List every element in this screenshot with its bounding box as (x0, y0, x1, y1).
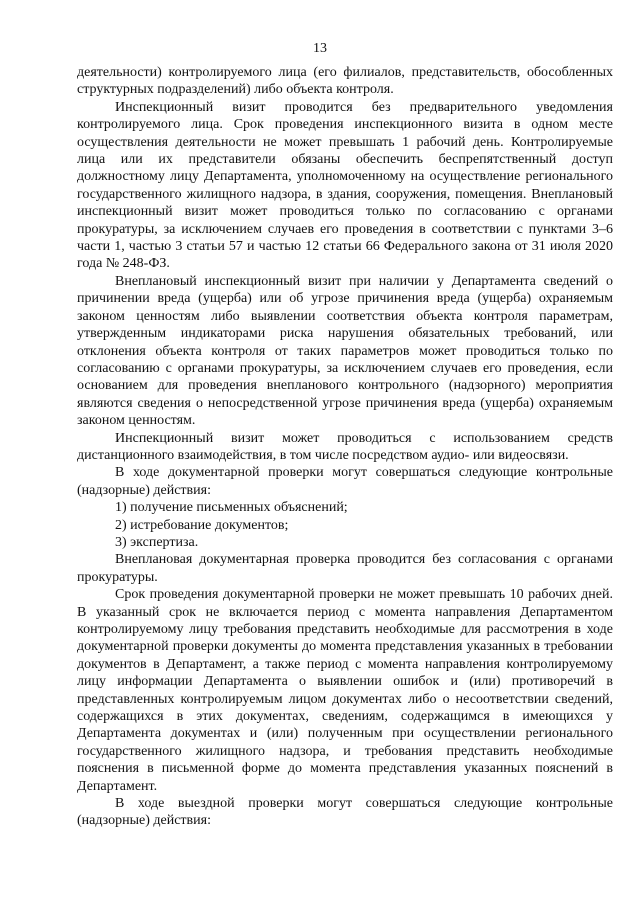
list-item: 2) истребование документов; (115, 517, 289, 533)
paragraph-documentary-actions: В ходе документарной проверки могут совершаться следующие контрольные (надзорные) действия: (77, 465, 613, 498)
paragraph-inspection-visit: Инспекционный визит проводится без предварительного уведомления контролируемого лица. Срок проведения инспекционного визита в одном месте осуществления деятельности не может превышать 1 рабочий день. Контролируемые лица или их представители обязаны обеспечить беспрепятственный доступ должностному лицу Департамента, уполномоченному на осуществление регионального государственного жилищного надзора, в здания, сооружения, помещения. Внеплановый инспекционный визит может проводиться только по согласованию с органами прокуратуры, за исключением случаев его проведения в соответствии с пунктами 3–6 части 1, частью 3 статьи 57 и частью 12 статьи 66 Федерального закона от 31 июля 2020 года № 248-ФЗ. (77, 99, 613, 272)
paragraph-continuation: деятельности) контролируемого лица (его филиалов, представительств, обособленных структурных подразделений) либо объекта контроля. (77, 65, 613, 98)
paragraph-remote-visit: Инспекционный визит может проводиться с использованием средств дистанционного взаимодействия, в том числе посредством аудио- или видеосвязи. (77, 430, 613, 463)
paragraph-documentary-unscheduled: Внеплановая документарная проверка проводится без согласования с органами прокуратуры. (77, 552, 613, 585)
list-item: 3) экспертиза. (115, 534, 199, 550)
paragraph-onsite-actions: В ходе выездной проверки могут совершаться следующие контрольные (надзорные) действия: (77, 796, 613, 829)
paragraph-unscheduled-visit: Внеплановый инспекционный визит при наличии у Департамента сведений о причинении вреда (ущерба) или об угрозе причинения вреда (ущерба) охраняемым законом ценностям либо выявлении соответствия объекта контроля параметрам, утвержденным индикаторами риска нарушения обязательных требований, или отклонения объекта контроля от таких параметров может проводиться только по согласованию с органами прокуратуры, за исключением случаев его проведения, если основанием для проведения внепланового контрольного (надзорного) мероприятия являются сведения о непосредственной угрозе причинения вреда (ущерба) охраняемым законом ценностям. (77, 273, 613, 429)
document-body (77, 64, 613, 830)
paragraph-documentary-term: Срок проведения документарной проверки не может превышать 10 рабочих дней. В указанный срок не включается период с момента направления Департаментом контролируемому лицу требования представить необходимые для рассмотрения в ходе документарной проверки документы до момента представления указанных в требовании документов в Департамент, а также период с момента направления контролируемому лицу информации Департамента о выявлении ошибок и (или) противоречий в представленных контролируемым лицом документах либо о несоответствии сведений, содержащихся в этих документах, сведениям, содержащимся в имеющихся у Департамента документах и (или) полученным при осуществлении регионального государственного жилищного надзора, и требования представить необходимые пояснения в письменной форме до момента представления указанных пояснений в Департамент. (77, 587, 613, 794)
page-number: 13 (313, 41, 327, 56)
list-item: 1) получение письменных объяснений; (115, 500, 348, 516)
